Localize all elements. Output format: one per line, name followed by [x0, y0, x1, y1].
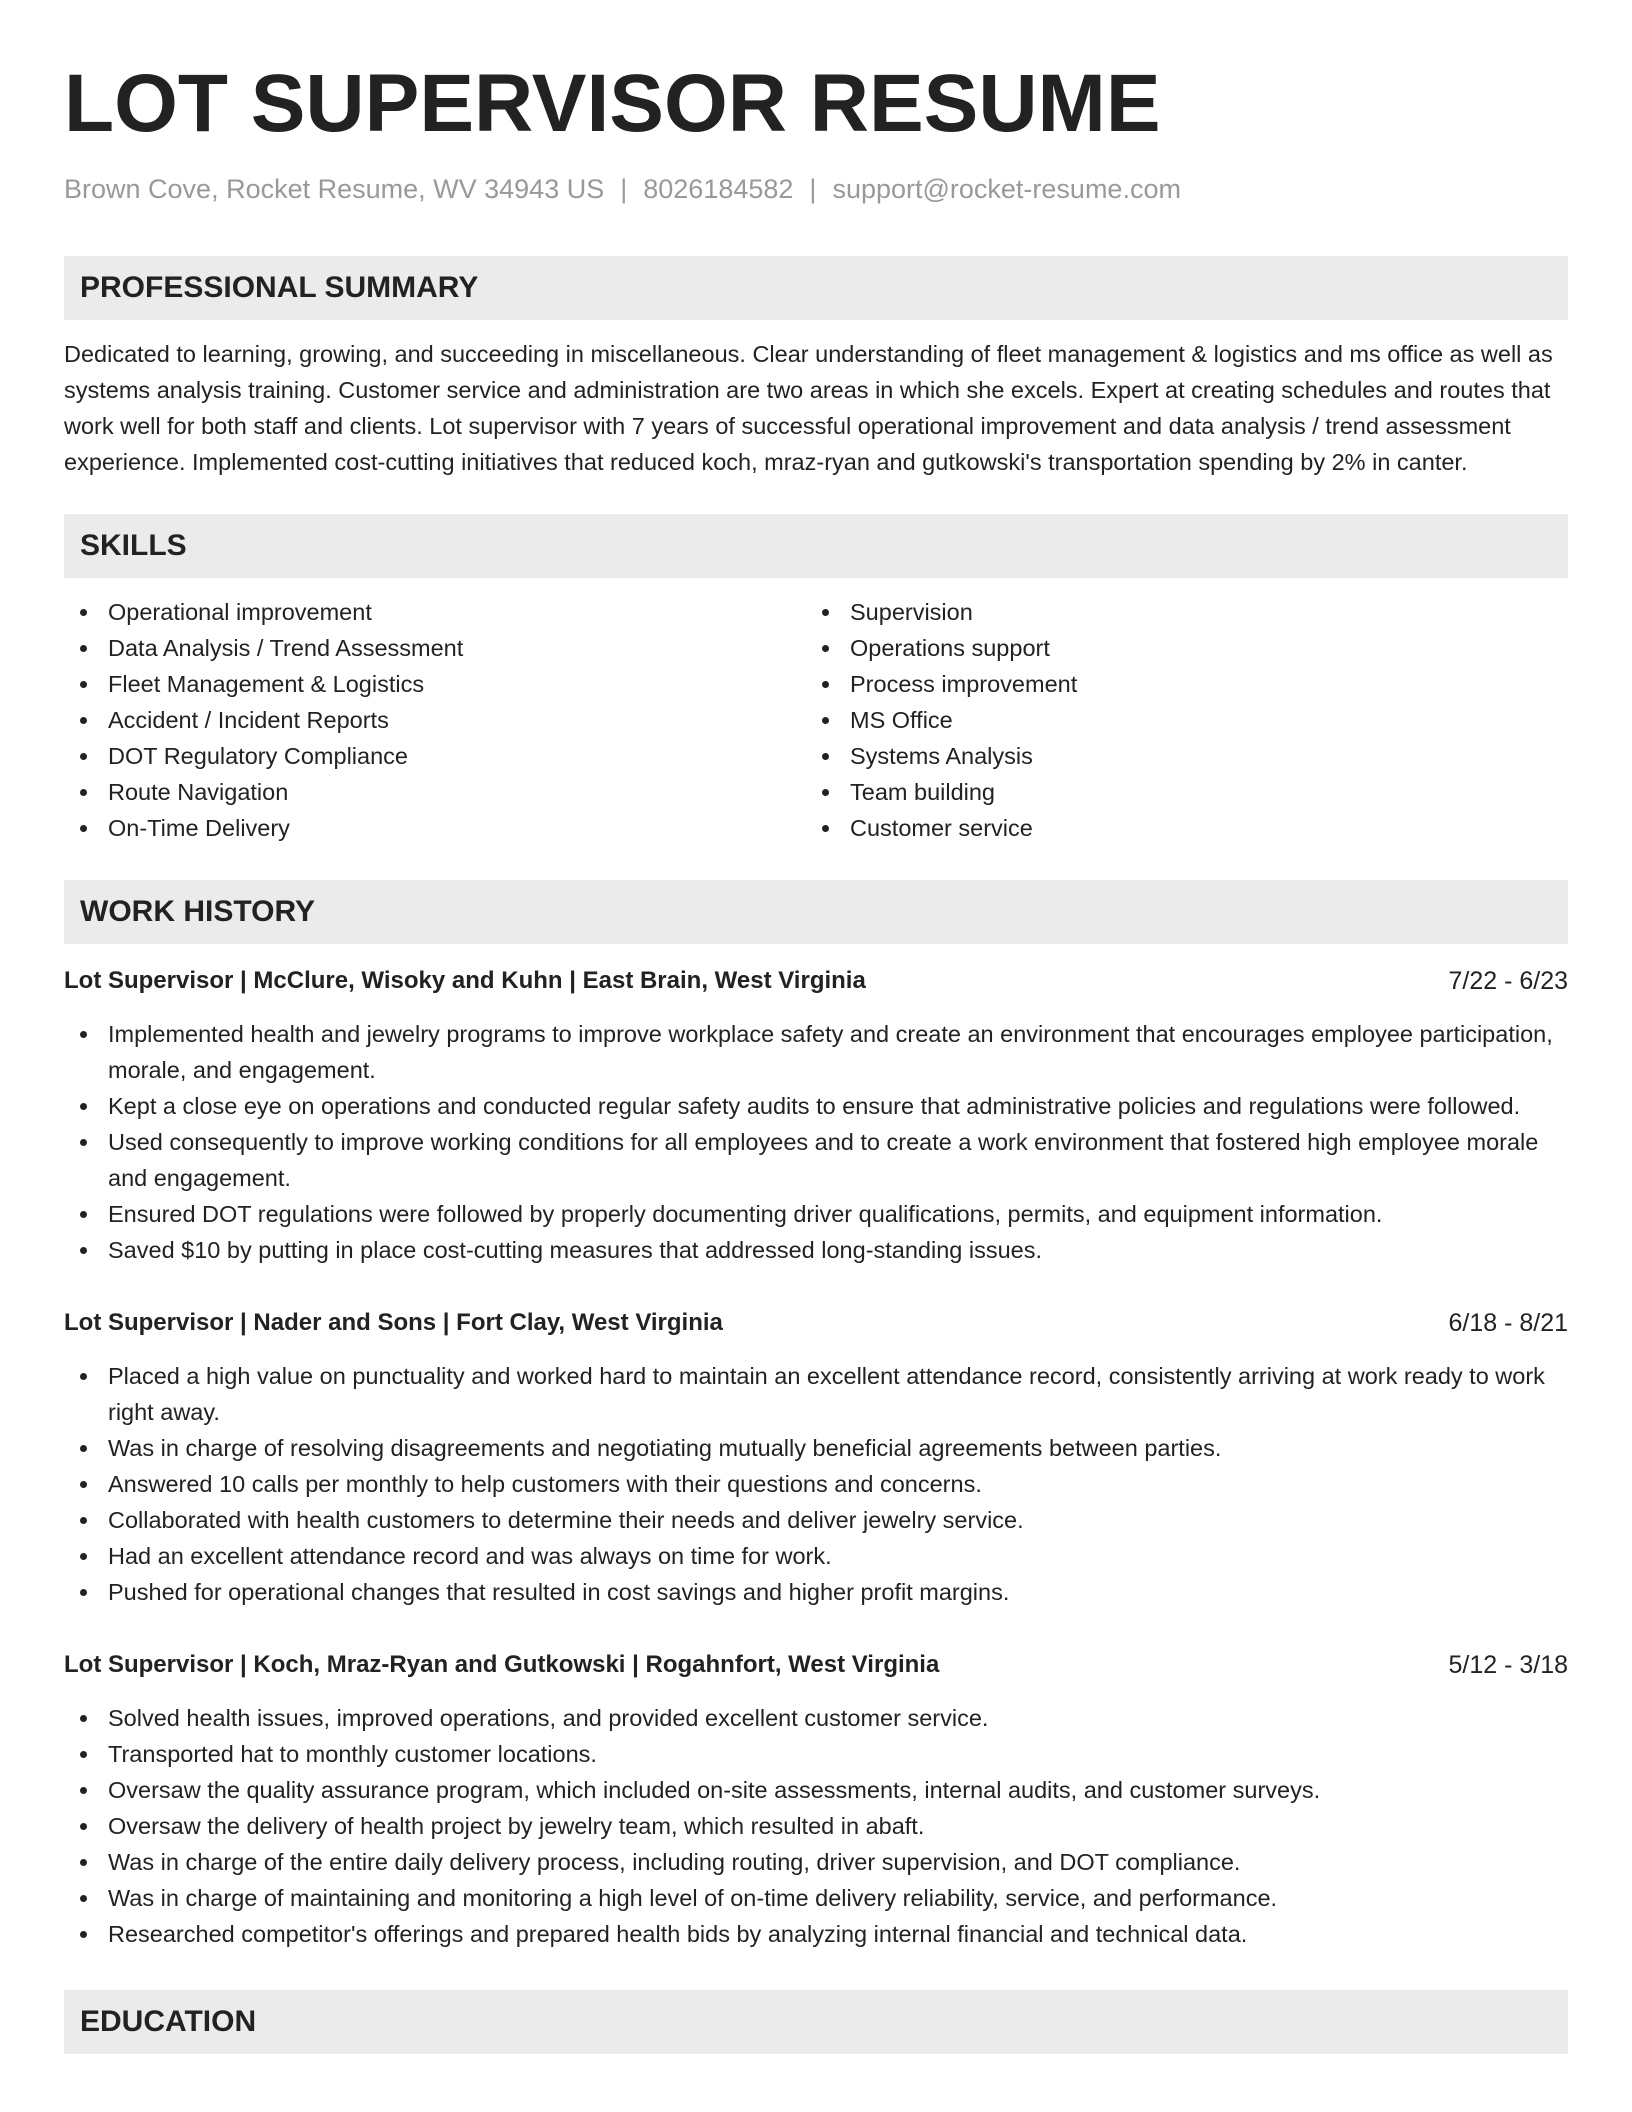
- contact-line: [64, 172, 1568, 206]
- job-bullet: Solved health issues, improved operations, and provided excellent customer service.: [64, 1700, 1568, 1736]
- skill-item: Route Navigation: [64, 774, 806, 810]
- job-bullet: Pushed for operational changes that resulted in cost savings and higher profit margins.: [64, 1574, 1568, 1610]
- job-bullets: [64, 1016, 1568, 1268]
- job-bullet: Was in charge of resolving disagreements and negotiating mutually beneficial agreements between parties.: [64, 1430, 1568, 1466]
- job-header: [64, 1306, 1568, 1340]
- skills-column-right: [806, 594, 1548, 846]
- job-header: [64, 1648, 1568, 1682]
- job-bullet: Ensured DOT regulations were followed by properly documenting driver qualifications, permits, and equipment information.: [64, 1196, 1568, 1232]
- resume-title: LOT SUPERVISOR RESUME: [64, 58, 1161, 149]
- job-bullet: Used consequently to improve working conditions for all employees and to create a work environment that fostered high employee morale and engagement.: [64, 1124, 1568, 1196]
- skill-item: Systems Analysis: [806, 738, 1548, 774]
- job-bullets: [64, 1700, 1568, 1952]
- work-history-heading: WORK HISTORY: [64, 880, 1568, 944]
- job-bullet: Had an excellent attendance record and was always on time for work.: [64, 1538, 1568, 1574]
- contact-separator: |: [809, 174, 817, 204]
- job-bullet: Placed a high value on punctuality and worked hard to maintain an excellent attendance record, consistently arriving at work ready to work right away.: [64, 1358, 1568, 1430]
- job-entry: [64, 1648, 1568, 1952]
- contact-phone: 8026184582: [643, 174, 794, 204]
- skill-item: MS Office: [806, 702, 1548, 738]
- skill-item: Customer service: [806, 810, 1548, 846]
- skill-item: Operations support: [806, 630, 1548, 666]
- skill-item: Operational improvement: [64, 594, 806, 630]
- job-dates: 7/22 - 6/23: [1448, 967, 1568, 995]
- skill-item: Team building: [806, 774, 1548, 810]
- job-bullet: Was in charge of maintaining and monitoring a high level of on-time delivery reliability, service, and performance.: [64, 1880, 1568, 1916]
- job-bullet: Implemented health and jewelry programs to improve workplace safety and create an environment that encourages employee participation, morale, and engagement.: [64, 1016, 1568, 1088]
- job-dates: 6/18 - 8/21: [1448, 1309, 1568, 1337]
- job-bullet: Oversaw the quality assurance program, which included on-site assessments, internal audits, and customer surveys.: [64, 1772, 1568, 1808]
- job-bullet: Transported hat to monthly customer locations.: [64, 1736, 1568, 1772]
- summary-heading: PROFESSIONAL SUMMARY: [64, 256, 1568, 320]
- job-bullet: Was in charge of the entire daily delivery process, including routing, driver supervision, and DOT compliance.: [64, 1844, 1568, 1880]
- skill-item: Process improvement: [806, 666, 1548, 702]
- job-bullet: Saved $10 by putting in place cost-cutting measures that addressed long-standing issues.: [64, 1232, 1568, 1268]
- job-entry: [64, 1306, 1568, 1610]
- skill-item: Data Analysis / Trend Assessment: [64, 630, 806, 666]
- job-bullet: Answered 10 calls per monthly to help customers with their questions and concerns.: [64, 1466, 1568, 1502]
- education-heading: EDUCATION: [64, 1990, 1568, 2054]
- job-entry: [64, 964, 1568, 1268]
- skills-heading: SKILLS: [64, 514, 1568, 578]
- contact-address: Brown Cove, Rocket Resume, WV 34943 US: [64, 174, 605, 204]
- skills-column-left: [64, 594, 806, 846]
- job-bullet: Oversaw the delivery of health project by jewelry team, which resulted in abaft.: [64, 1808, 1568, 1844]
- job-title: Lot Supervisor | Nader and Sons | Fort Clay, West Virginia: [64, 1309, 723, 1336]
- job-bullet: Researched competitor's offerings and prepared health bids by analyzing internal financial and technical data.: [64, 1916, 1568, 1952]
- job-title: Lot Supervisor | Koch, Mraz-Ryan and Gutkowski | Rogahnfort, West Virginia: [64, 1651, 940, 1678]
- job-header: [64, 964, 1568, 998]
- skills-list: [64, 594, 1568, 846]
- job-bullet: Kept a close eye on operations and conducted regular safety audits to ensure that administrative policies and regulations were followed.: [64, 1088, 1568, 1124]
- skill-item: DOT Regulatory Compliance: [64, 738, 806, 774]
- job-title: Lot Supervisor | McClure, Wisoky and Kuhn | East Brain, West Virginia: [64, 967, 866, 994]
- skill-item: On-Time Delivery: [64, 810, 806, 846]
- skill-item: Accident / Incident Reports: [64, 702, 806, 738]
- summary-text: Dedicated to learning, growing, and succeeding in miscellaneous. Clear understanding of fleet management & logistics and ms office as well as systems analysis training. Customer service and administration are two areas in which she excels. Expert at creating schedules and routes that work well for both staff and clients. Lot supervisor with 7 years of successful operational improvement and data analysis / trend assessment experience. Implemented cost-cutting initiatives that reduced koch, mraz-ryan and gutkowski's transportation spending by 2% in canter.: [64, 341, 1553, 475]
- job-dates: 5/12 - 3/18: [1448, 1651, 1568, 1679]
- contact-email: support@rocket-resume.com: [832, 174, 1181, 204]
- job-bullet: Collaborated with health customers to determine their needs and deliver jewelry service.: [64, 1502, 1568, 1538]
- contact-separator: |: [620, 174, 628, 204]
- skill-item: Fleet Management & Logistics: [64, 666, 806, 702]
- skill-item: Supervision: [806, 594, 1548, 630]
- job-bullets: [64, 1358, 1568, 1610]
